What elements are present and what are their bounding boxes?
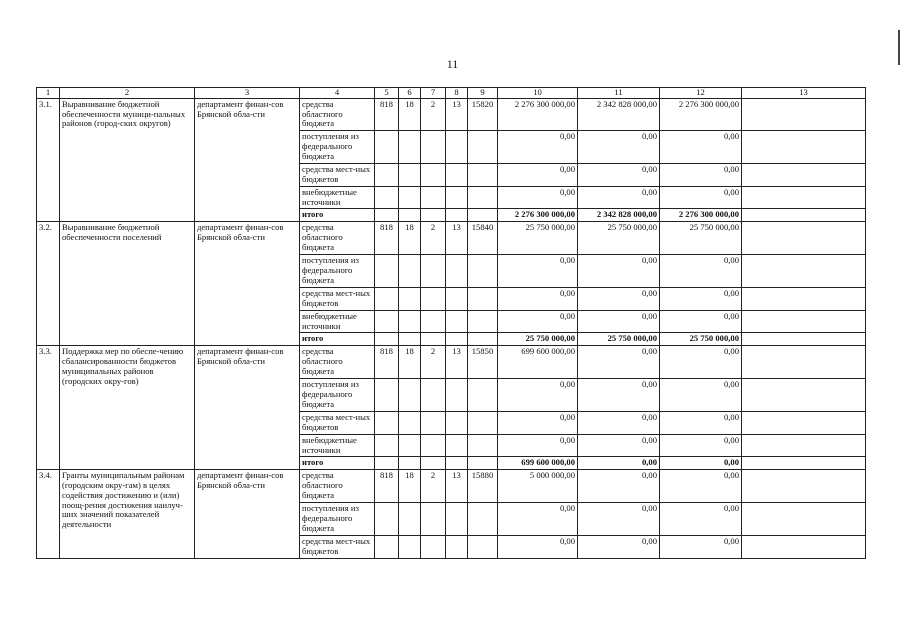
table-row <box>37 98 866 130</box>
budget-code-6 <box>399 333 421 346</box>
funding-source: средства областного бюджета <box>300 346 375 379</box>
funding-source: средства мест-ных бюджетов <box>300 288 375 311</box>
empty-col-13 <box>742 98 866 130</box>
empty-col-13 <box>742 209 866 222</box>
amount-col-10: 0,00 <box>498 164 578 187</box>
scan-edge-mark <box>898 30 900 65</box>
amount-col-11: 0,00 <box>578 288 660 311</box>
budget-code-9 <box>468 288 498 311</box>
activity-name: Поддержка мер по обеспе-чению сбалансированности бюджетов муниципальных районов (городских окру-гов) <box>60 346 195 470</box>
budget-code-8 <box>446 131 468 164</box>
page-number: 11 <box>446 57 459 71</box>
amount-col-11: 25 750 000,00 <box>578 222 660 255</box>
budget-code-9 <box>468 209 498 222</box>
budget-code-6: 18 <box>399 98 421 130</box>
budget-code-6 <box>399 457 421 470</box>
empty-col-13 <box>742 310 866 333</box>
budget-code-5 <box>375 288 399 311</box>
amount-col-12: 0,00 <box>660 503 742 536</box>
amount-col-11: 0,00 <box>578 457 660 470</box>
budget-code-6 <box>399 255 421 288</box>
amount-col-10: 0,00 <box>498 310 578 333</box>
budget-code-6 <box>399 434 421 457</box>
budget-code-9 <box>468 164 498 187</box>
col-number-11: 11 <box>578 88 660 99</box>
funding-source: внебюджетные источники <box>300 434 375 457</box>
amount-col-12: 0,00 <box>660 379 742 412</box>
budget-code-8 <box>446 503 468 536</box>
table-row <box>37 222 866 255</box>
col-number-10: 10 <box>498 88 578 99</box>
amount-col-11: 0,00 <box>578 255 660 288</box>
amount-col-12: 2 276 300 000,00 <box>660 209 742 222</box>
budget-code-6 <box>399 536 421 559</box>
col-number-13: 13 <box>742 88 866 99</box>
budget-code-6 <box>399 503 421 536</box>
budget-code-9 <box>468 536 498 559</box>
funding-source: итого <box>300 457 375 470</box>
amount-col-12: 0,00 <box>660 164 742 187</box>
amount-col-10: 25 750 000,00 <box>498 222 578 255</box>
amount-col-11: 0,00 <box>578 164 660 187</box>
activity-name: Выравнивание бюджетной обеспеченности поселений <box>60 222 195 346</box>
amount-col-11: 0,00 <box>578 131 660 164</box>
budget-code-8: 13 <box>446 98 468 130</box>
amount-col-10: 0,00 <box>498 288 578 311</box>
empty-col-13 <box>742 186 866 209</box>
budget-code-5 <box>375 536 399 559</box>
budget-code-5 <box>375 310 399 333</box>
amount-col-10: 0,00 <box>498 255 578 288</box>
budget-code-5 <box>375 412 399 435</box>
budget-code-5 <box>375 434 399 457</box>
budget-code-9: 15820 <box>468 98 498 130</box>
amount-col-10: 2 276 300 000,00 <box>498 209 578 222</box>
budget-code-8: 13 <box>446 470 468 503</box>
amount-col-12: 0,00 <box>660 288 742 311</box>
amount-col-10: 2 276 300 000,00 <box>498 98 578 130</box>
col-number-1: 1 <box>37 88 60 99</box>
column-number-row <box>37 88 866 99</box>
budget-code-9 <box>468 412 498 435</box>
budget-code-9 <box>468 186 498 209</box>
budget-code-7: 2 <box>421 470 446 503</box>
funding-source: средства мест-ных бюджетов <box>300 536 375 559</box>
amount-col-11: 0,00 <box>578 412 660 435</box>
budget-code-6 <box>399 209 421 222</box>
col-number-9: 9 <box>468 88 498 99</box>
budget-code-9 <box>468 457 498 470</box>
budget-code-9 <box>468 503 498 536</box>
amount-col-12: 0,00 <box>660 434 742 457</box>
col-number-2: 2 <box>60 88 195 99</box>
budget-code-5 <box>375 209 399 222</box>
budget-code-6 <box>399 412 421 435</box>
budget-code-6: 18 <box>399 346 421 379</box>
item-number: 3.4. <box>37 470 60 559</box>
budget-code-5: 818 <box>375 346 399 379</box>
responsible-executor: департамент финан-сов Брянской обла-сти <box>195 346 300 470</box>
budget-code-7 <box>421 131 446 164</box>
budget-code-5 <box>375 457 399 470</box>
funding-source: итого <box>300 333 375 346</box>
amount-col-12: 0,00 <box>660 255 742 288</box>
budget-code-9 <box>468 333 498 346</box>
amount-col-10: 25 750 000,00 <box>498 333 578 346</box>
item-number: 3.3. <box>37 346 60 470</box>
budget-code-7 <box>421 503 446 536</box>
empty-col-13 <box>742 379 866 412</box>
amount-col-11: 0,00 <box>578 434 660 457</box>
empty-col-13 <box>742 333 866 346</box>
amount-col-10: 5 000 000,00 <box>498 470 578 503</box>
col-number-5: 5 <box>375 88 399 99</box>
col-number-4: 4 <box>300 88 375 99</box>
budget-table <box>36 87 866 559</box>
budget-code-7 <box>421 379 446 412</box>
budget-code-8 <box>446 186 468 209</box>
budget-code-8 <box>446 310 468 333</box>
budget-code-7 <box>421 434 446 457</box>
budget-code-9 <box>468 255 498 288</box>
amount-col-10: 0,00 <box>498 412 578 435</box>
budget-code-7 <box>421 333 446 346</box>
amount-col-10: 699 600 000,00 <box>498 346 578 379</box>
budget-code-5 <box>375 186 399 209</box>
budget-table-body <box>37 88 866 559</box>
col-number-12: 12 <box>660 88 742 99</box>
amount-col-12: 25 750 000,00 <box>660 222 742 255</box>
budget-code-8 <box>446 457 468 470</box>
budget-code-5 <box>375 164 399 187</box>
funding-source: поступления из федерального бюджета <box>300 379 375 412</box>
budget-code-6 <box>399 379 421 412</box>
funding-source: средства мест-ных бюджетов <box>300 164 375 187</box>
budget-code-6 <box>399 310 421 333</box>
budget-code-8 <box>446 536 468 559</box>
budget-code-6: 18 <box>399 470 421 503</box>
funding-source: итого <box>300 209 375 222</box>
budget-code-5 <box>375 131 399 164</box>
budget-code-9: 15850 <box>468 346 498 379</box>
funding-source: средства областного бюджета <box>300 98 375 130</box>
empty-col-13 <box>742 346 866 379</box>
amount-col-12: 0,00 <box>660 457 742 470</box>
budget-code-8 <box>446 333 468 346</box>
responsible-executor: департамент финан-сов Брянской обла-сти <box>195 222 300 346</box>
item-number: 3.1. <box>37 98 60 221</box>
budget-code-5 <box>375 503 399 536</box>
budget-code-7: 2 <box>421 222 446 255</box>
empty-col-13 <box>742 434 866 457</box>
budget-code-7 <box>421 310 446 333</box>
amount-col-11: 0,00 <box>578 310 660 333</box>
budget-code-7 <box>421 457 446 470</box>
amount-col-12: 0,00 <box>660 131 742 164</box>
amount-col-10: 699 600 000,00 <box>498 457 578 470</box>
amount-col-12: 0,00 <box>660 412 742 435</box>
responsible-executor: департамент финан-сов Брянской обла-сти <box>195 470 300 559</box>
funding-source: поступления из федерального бюджета <box>300 131 375 164</box>
budget-code-7 <box>421 186 446 209</box>
empty-col-13 <box>742 255 866 288</box>
budget-code-7 <box>421 255 446 288</box>
budget-code-6 <box>399 186 421 209</box>
budget-code-7: 2 <box>421 98 446 130</box>
empty-col-13 <box>742 503 866 536</box>
amount-col-11: 2 342 828 000,00 <box>578 98 660 130</box>
budget-code-9 <box>468 310 498 333</box>
budget-code-7 <box>421 288 446 311</box>
amount-col-12: 2 276 300 000,00 <box>660 98 742 130</box>
budget-code-8: 13 <box>446 222 468 255</box>
empty-col-13 <box>742 131 866 164</box>
budget-code-6 <box>399 164 421 187</box>
budget-code-5: 818 <box>375 470 399 503</box>
responsible-executor: департамент финан-сов Брянской обла-сти <box>195 98 300 221</box>
budget-code-8 <box>446 379 468 412</box>
empty-col-13 <box>742 412 866 435</box>
activity-name: Гранты муниципальным районам (городским окру-гам) в целях содействия достижению и (или) поощ-рения достижения наилуч-ших значений показателей деятельности <box>60 470 195 559</box>
budget-code-7 <box>421 164 446 187</box>
budget-code-9 <box>468 379 498 412</box>
empty-col-13 <box>742 222 866 255</box>
funding-source: внебюджетные источники <box>300 310 375 333</box>
col-number-6: 6 <box>399 88 421 99</box>
amount-col-11: 0,00 <box>578 186 660 209</box>
budget-code-5: 818 <box>375 222 399 255</box>
amount-col-10: 0,00 <box>498 536 578 559</box>
budget-code-9 <box>468 434 498 457</box>
col-number-7: 7 <box>421 88 446 99</box>
amount-col-11: 0,00 <box>578 503 660 536</box>
amount-col-11: 0,00 <box>578 536 660 559</box>
budget-code-6 <box>399 288 421 311</box>
budget-code-6: 18 <box>399 222 421 255</box>
budget-code-6 <box>399 131 421 164</box>
amount-col-12: 0,00 <box>660 310 742 333</box>
amount-col-12: 0,00 <box>660 470 742 503</box>
budget-code-8 <box>446 434 468 457</box>
amount-col-12: 25 750 000,00 <box>660 333 742 346</box>
amount-col-10: 0,00 <box>498 379 578 412</box>
budget-code-5: 818 <box>375 98 399 130</box>
funding-source: средства областного бюджета <box>300 222 375 255</box>
funding-source: поступления из федерального бюджета <box>300 503 375 536</box>
budget-code-8 <box>446 209 468 222</box>
amount-col-12: 0,00 <box>660 536 742 559</box>
budget-code-7 <box>421 536 446 559</box>
funding-source: поступления из федерального бюджета <box>300 255 375 288</box>
amount-col-12: 0,00 <box>660 346 742 379</box>
amount-col-11: 2 342 828 000,00 <box>578 209 660 222</box>
budget-code-7 <box>421 412 446 435</box>
budget-code-9 <box>468 131 498 164</box>
empty-col-13 <box>742 164 866 187</box>
empty-col-13 <box>742 536 866 559</box>
empty-col-13 <box>742 470 866 503</box>
budget-code-9: 15880 <box>468 470 498 503</box>
table-row <box>37 470 866 503</box>
amount-col-11: 0,00 <box>578 379 660 412</box>
col-number-8: 8 <box>446 88 468 99</box>
table-row <box>37 346 866 379</box>
item-number: 3.2. <box>37 222 60 346</box>
budget-code-8 <box>446 412 468 435</box>
budget-code-8 <box>446 164 468 187</box>
funding-source: внебюджетные источники <box>300 186 375 209</box>
budget-code-8 <box>446 288 468 311</box>
funding-source: средства областного бюджета <box>300 470 375 503</box>
budget-code-8: 13 <box>446 346 468 379</box>
budget-code-5 <box>375 333 399 346</box>
amount-col-10: 0,00 <box>498 434 578 457</box>
amount-col-11: 0,00 <box>578 470 660 503</box>
funding-source: средства мест-ных бюджетов <box>300 412 375 435</box>
budget-code-5 <box>375 379 399 412</box>
budget-code-7: 2 <box>421 346 446 379</box>
budget-code-7 <box>421 209 446 222</box>
amount-col-10: 0,00 <box>498 131 578 164</box>
amount-col-11: 0,00 <box>578 346 660 379</box>
amount-col-12: 0,00 <box>660 186 742 209</box>
budget-code-9: 15840 <box>468 222 498 255</box>
amount-col-11: 25 750 000,00 <box>578 333 660 346</box>
amount-col-10: 0,00 <box>498 186 578 209</box>
budget-code-8 <box>446 255 468 288</box>
empty-col-13 <box>742 457 866 470</box>
amount-col-10: 0,00 <box>498 503 578 536</box>
activity-name: Выравнивание бюджетной обеспеченности муници-пальных районов (город-ских округов) <box>60 98 195 221</box>
budget-code-5 <box>375 255 399 288</box>
col-number-3: 3 <box>195 88 300 99</box>
empty-col-13 <box>742 288 866 311</box>
